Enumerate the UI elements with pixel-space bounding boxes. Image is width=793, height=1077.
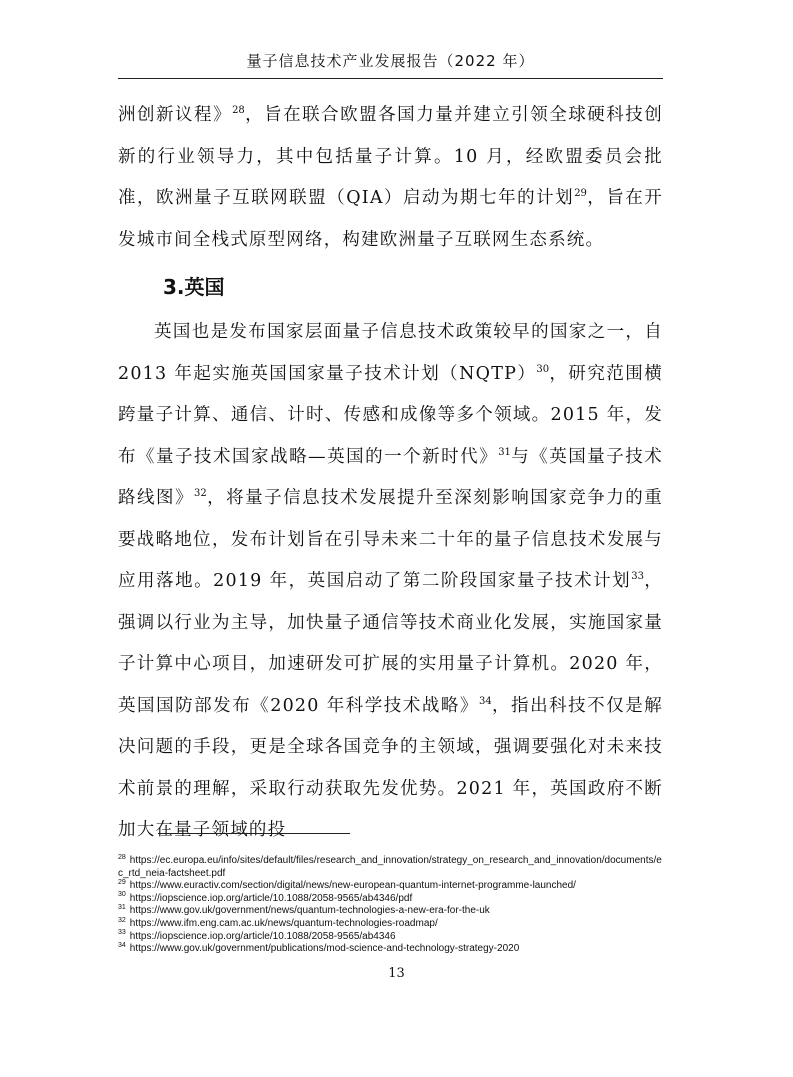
section-heading-uk: 3.英国 <box>163 275 225 299</box>
footnote-separator <box>158 833 350 834</box>
footnotes <box>118 855 663 956</box>
page-number: 13 <box>388 966 405 981</box>
footnote-link[interactable]: https://www.gov.uk/government/news/quantum-technologies-a-new-era-for-the-uk <box>129 905 490 917</box>
footnote-number: 33 <box>118 929 126 937</box>
footnote-link[interactable]: https://iopscience.iop.org/article/10.1088/2058-9565/ab4346 <box>129 930 396 942</box>
footnote-link[interactable]: https://www.ifm.eng.cam.ac.uk/news/quantum-technologies-roadmap/ <box>129 917 438 929</box>
footnote-item <box>118 918 663 931</box>
para1-text-3: ，旨在开发城市间全栈式原型网络，构建欧洲量子互联网生态系统。 <box>118 188 663 250</box>
paragraph-eu-continued <box>118 95 663 261</box>
footnote-item <box>118 893 663 906</box>
para2-text-5: ，强调以行业为主导，加快量子通信等技术商业化发展，实施国家量子计算中心项目，加速研发可扩展的实用量子计算机。2020 年，英国国防部发布《2020 年科学技术战略》 <box>118 571 664 716</box>
footnote-ref-32[interactable]: 32 <box>194 488 207 500</box>
para1-text-2: ，旨在联合欧盟各国力量并建立引领全球硬科技创新的行业领导力，其中包括量子计算。10 月，经欧盟委员会批准，欧洲量子互联网联盟（QIA）启动为期七年的计划 <box>118 105 663 208</box>
footnote-ref-33[interactable]: 33 <box>631 571 644 583</box>
para2-text-1: 英国也是发布国家层面量子信息技术政策较早的国家之一，自 2013 年起实施英国国家量子技术计划（NQTP） <box>118 322 663 384</box>
footnote-item <box>118 905 663 918</box>
para2-text-4: ，将量子信息技术发展提升至深刻影响国家竞争力的重要战略地位，发布计划旨在引导未来二十年的量子信息技术发展与应用落地。2019 年，英国启动了第二阶段国家量子技术计划 <box>118 488 663 591</box>
footnote-number: 29 <box>118 878 126 886</box>
footnote-number: 32 <box>118 916 126 924</box>
footnote-ref-31[interactable]: 31 <box>498 446 511 458</box>
footnote-link[interactable]: https://iopscience.iop.org/article/10.1088/2058-9565/ab4346/pdf <box>129 892 413 904</box>
footnote-item <box>118 931 663 944</box>
footnote-number: 34 <box>118 941 126 949</box>
paragraph-uk <box>118 312 663 852</box>
footnote-number: 31 <box>118 904 126 912</box>
para1-text-1: 洲创新议程》 <box>118 105 233 125</box>
footnote-item <box>118 880 663 893</box>
footnote-ref-30[interactable]: 30 <box>536 363 550 375</box>
footnote-number: 30 <box>118 891 126 899</box>
footnote-item <box>118 855 663 880</box>
para2-text-3: 与《英国量子技术路线图》 <box>118 446 663 508</box>
footnote-ref-28[interactable]: 28 <box>232 105 245 117</box>
footnote-number: 28 <box>118 853 126 861</box>
main-content <box>118 95 663 852</box>
header-rule <box>118 78 663 79</box>
footnote-item <box>118 943 663 956</box>
running-header: 量子信息技术产业发展报告（2022 年） <box>246 52 535 70</box>
footnote-link[interactable]: https://www.euractiv.com/section/digital/news/new-european-quantum-internet-programme-launched/ <box>129 880 576 892</box>
footnote-ref-29[interactable]: 29 <box>574 188 587 200</box>
footnote-ref-34[interactable]: 34 <box>478 695 492 707</box>
para2-text-2: ，研究范围横跨量子计算、通信、计时、传感和成像等多个领域。2015 年，发布《量子技术国家战略—英国的一个新时代》 <box>118 363 663 467</box>
footnote-link[interactable]: https://www.gov.uk/government/publications/mod-science-and-technology-strategy-2020 <box>129 943 520 955</box>
para2-text-6: ，指出科技不仅是解决问题的手段，更是全球各国竞争的主领域，强调要强化对未来技术前景的理解，采取行动获取先发优势。2021 年，英国政府不断加大在量子领域的投 <box>118 695 663 840</box>
footnote-link[interactable]: https://ec.europa.eu/info/sites/default/files/research_and_innovation/strategy_on_research_and_innovation/documents/ec_rtd_neia-factsheet.pdf <box>118 855 662 879</box>
